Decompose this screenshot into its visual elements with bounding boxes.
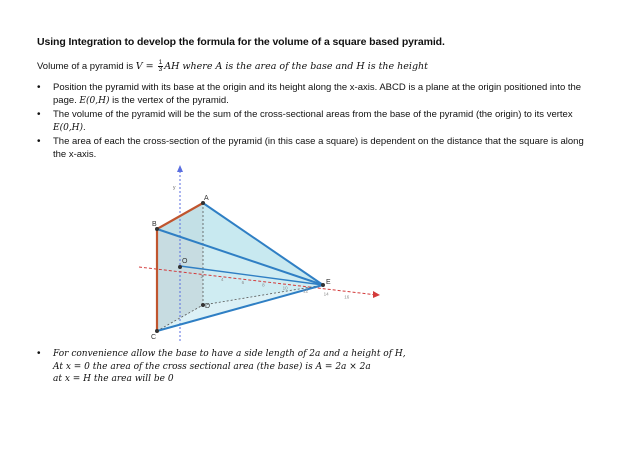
bottom-notes <box>37 348 597 386</box>
document-title: Using Integration to develop the formula for the volume of a square based pyramid. <box>37 36 445 48</box>
bullet-text: . <box>83 121 86 133</box>
bullet-item <box>37 136 597 161</box>
volume-lhs: V = <box>135 61 157 73</box>
volume-prefix: Volume of a pyramid is <box>37 61 136 73</box>
label-c: C <box>151 334 157 341</box>
x-tick-label: 8 <box>262 282 265 288</box>
label-a: A <box>204 195 209 202</box>
bullet-list <box>37 82 597 163</box>
bullet-item <box>37 109 597 134</box>
label-y-axis: y <box>173 185 176 191</box>
x-tick-label: 16 <box>344 294 350 300</box>
x-tick-label: 4 <box>221 276 224 282</box>
fraction-denominator: 3 <box>158 66 163 73</box>
point-c-marker <box>155 329 159 333</box>
fraction-numerator: 1 <box>158 59 163 66</box>
bullet-text: is the vertex of the pyramid. <box>109 94 229 106</box>
point-o-marker <box>178 265 182 269</box>
bottom-line-1: • For convenience allow the base to have a side length of 2a and a height of H, <box>37 348 597 361</box>
x-tick-label: 10 <box>282 285 288 291</box>
bullet-math: E(0,H) <box>79 95 110 106</box>
pyramid-figure <box>135 163 390 343</box>
x-tick-label: 2 <box>200 273 204 279</box>
volume-rhs: AH where A is the area of the base and H is the height <box>164 61 428 73</box>
volume-formula-line <box>37 60 428 73</box>
bottom-line-2: At x = 0 the area of the cross sectional area (the base) is A = 2a × 2a <box>53 361 371 372</box>
label-e: E <box>326 279 331 286</box>
label-b: B <box>152 221 157 228</box>
y-axis-arrow <box>177 165 183 172</box>
bullet-math: E(0,H) <box>53 122 84 133</box>
x-tick-label: 6 <box>241 279 245 285</box>
bullet-text: The area of each the cross-section of the pyramid (in this case a square) is dependent on the distance that the square is along the x-axis. <box>53 136 584 160</box>
bullet-text: Position the pyramid with its base at the origin and its height along the x-axis. ABCD is a plane at the origin positioned into the page. <box>53 82 582 106</box>
bullet-item <box>37 82 597 107</box>
label-d: D <box>205 303 211 310</box>
bullet-text: The volume of the pyramid will be the sum of the cross-sectional areas from the base of the pyramid (the origin) to its vertex <box>53 109 573 120</box>
one-third-fraction <box>158 60 164 73</box>
bottom-line-3: at x = H the area will be 0 <box>53 374 174 384</box>
x-tick-label: 12 <box>303 288 309 294</box>
x-tick-label: 14 <box>323 291 329 297</box>
label-o: O <box>182 258 188 265</box>
x-axis-arrow <box>373 291 380 298</box>
point-e-marker <box>321 283 325 287</box>
